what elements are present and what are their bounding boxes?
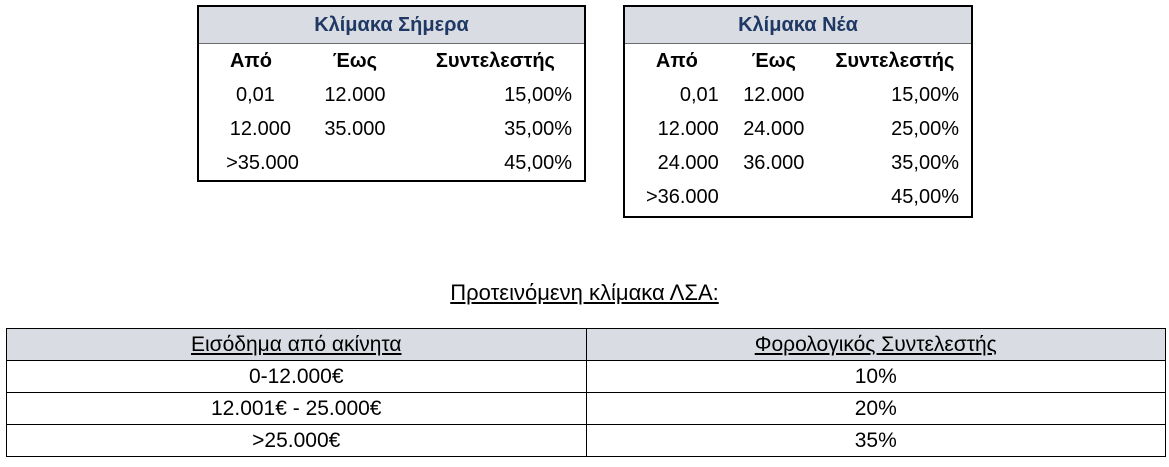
header-rate: Συντελεστής [835,50,955,72]
table-row [7,393,1166,425]
proposal-header-row [7,329,1166,361]
cell-income: 12.001€ - 25.000€ [7,393,587,425]
current-scale-header-row [199,44,584,78]
header-income: Εισόδημα από ακίνητα [7,329,587,361]
header-from: Από [655,50,698,72]
new-scale-table [623,5,973,218]
header-tax-rate: Φορολογικός Συντελεστής [586,329,1166,361]
current-scale-table [197,5,586,182]
table-row [7,425,1166,457]
new-scale-header-row [625,44,971,78]
cell-rate: 15,00% [891,84,959,106]
cell-rate: 35,00% [891,152,959,174]
cell-income: 0-12.000€ [7,361,587,393]
cell-rate: 15,00% [504,84,572,106]
cell-rate: 20% [586,393,1166,425]
table-row [199,146,584,180]
cell-from: >35.000 [226,152,299,174]
cell-to: 12.000 [743,84,805,106]
cell-to: 35.000 [324,118,386,140]
cell-rate: 25,00% [891,118,959,140]
cell-from: 24.000 [657,152,719,174]
cell-rate: 45,00% [891,186,959,208]
table-row [625,146,971,180]
table-row [7,361,1166,393]
header-rate: Συντελεστής [435,50,555,72]
table-row [625,78,971,112]
header-from: Από [229,50,272,72]
cell-to [729,180,819,214]
cell-from: >36.000 [645,186,719,208]
cell-rate: 45,00% [504,152,572,174]
header-to: Έως [751,50,796,72]
proposal-title: Προτεινόμενη κλίμακα ΛΣΑ: [450,280,719,305]
cell-to [303,146,407,180]
table-row [625,180,971,214]
cell-income: >25.000€ [7,425,587,457]
table-row [199,112,584,146]
cell-from: 0,01 [236,84,275,106]
cell-from: 12.000 [657,118,719,140]
new-scale-grid [625,44,971,214]
cell-from: 12.000 [229,118,291,140]
current-scale-grid [199,44,584,180]
proposal-table [6,328,1166,457]
cell-to: 36.000 [743,152,805,174]
header-to: Έως [332,50,378,72]
current-scale-title: Κλίμακα Σήμερα [199,7,584,44]
cell-rate: 35,00% [504,118,572,140]
new-scale-title: Κλίμακα Νέα [625,7,971,44]
cell-from: 0,01 [679,84,719,106]
cell-rate: 35% [586,425,1166,457]
table-row [625,112,971,146]
cell-to: 12.000 [324,84,386,106]
cell-to: 24.000 [743,118,805,140]
table-row [199,78,584,112]
cell-rate: 10% [586,361,1166,393]
